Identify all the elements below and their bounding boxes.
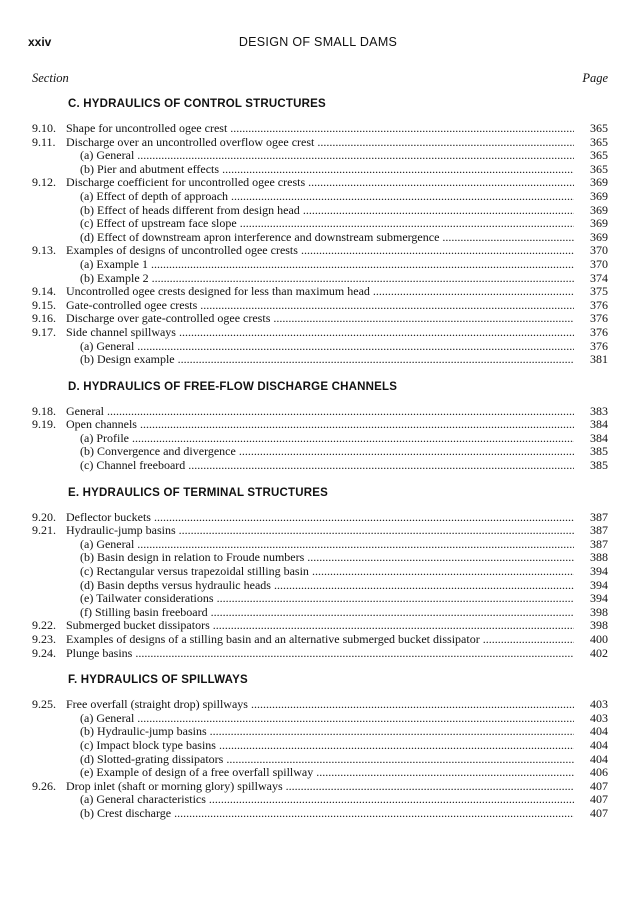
section-heading: F. HYDRAULICS OF SPILLWAYS [68, 674, 248, 687]
entry-page-number: 398 [590, 618, 608, 633]
entry-page-number: 374 [590, 270, 608, 285]
entry-title: (c) Rectangular versus trapezoidal stilling basin ..... [66, 565, 574, 579]
entry-page-number: 370 [590, 256, 608, 271]
entry-number: 9.20. [32, 509, 56, 524]
toc-subentry [32, 739, 608, 753]
entry-title: Plunge basins ..... [66, 647, 574, 661]
entry-title: (b) Crest discharge ..... [66, 807, 574, 821]
entry-page-number: 376 [590, 338, 608, 353]
entry-title: (a) General characteristics ..... [66, 793, 574, 807]
entry-number: 9.24. [32, 645, 56, 660]
entry-title: (b) Hydraulic-jump basins ..... [66, 725, 574, 739]
entry-number: 9.15. [32, 297, 56, 312]
toc-subentry [32, 565, 608, 579]
toc-subentry [32, 807, 608, 821]
entry-title: (a) General ..... [66, 340, 574, 354]
page-column-label: Page [582, 71, 608, 85]
entry-title: Submerged bucket dissipators ..... [66, 619, 574, 633]
toc-entry [32, 285, 608, 299]
entry-page-number: 369 [590, 216, 608, 231]
toc-entry [32, 136, 608, 150]
entry-page-number: 403 [590, 710, 608, 725]
entry-page-number: 370 [590, 243, 608, 258]
toc-entry [32, 122, 608, 136]
entry-title: (b) Pier and abutment effects ..... [66, 163, 574, 177]
toc-entry [32, 176, 608, 190]
entry-number: 9.17. [32, 324, 56, 339]
entry-title: (b) Effect of heads different from design head ..... [66, 204, 574, 218]
entry-title: (b) Basin design in relation to Froude numbers ..... [66, 551, 574, 565]
entry-page-number: 381 [590, 352, 608, 367]
toc-subentry [32, 163, 608, 177]
entry-title: (b) Example 2 ..... [66, 272, 574, 286]
entry-title: (c) Impact block type basins ..... [66, 739, 574, 753]
toc-subentry [32, 793, 608, 807]
toc-entry [32, 698, 608, 712]
entry-title: Gate-controlled ogee crests ..... [66, 299, 574, 313]
entry-page-number: 383 [590, 403, 608, 418]
entry-page-number: 384 [590, 417, 608, 432]
toc-subentry [32, 272, 608, 286]
entry-title: (e) Tailwater considerations ..... [66, 592, 574, 606]
entry-title: Side channel spillways ..... [66, 326, 574, 340]
column-headers [32, 71, 608, 89]
entry-title: Uncontrolled ogee crests designed for less than maximum head ..... [66, 285, 574, 299]
toc-subentry [32, 204, 608, 218]
toc-entry [32, 312, 608, 326]
running-title: DESIGN OF SMALL DAMS [238, 35, 398, 49]
entry-title: Deflector buckets ..... [66, 511, 574, 525]
entry-title: (c) Effect of upstream face slope ..... [66, 217, 574, 231]
section-heading: E. HYDRAULICS OF TERMINAL STRUCTURES [68, 486, 328, 499]
toc-entry [32, 244, 608, 258]
toc-subentry [32, 231, 608, 245]
entry-number: 9.26. [32, 778, 56, 793]
entry-title: (a) General ..... [66, 712, 574, 726]
entry-page-number: 394 [590, 591, 608, 606]
entry-page-number: 365 [590, 121, 608, 135]
entry-number: 9.12. [32, 175, 56, 190]
entry-title: Open channels ..... [66, 418, 574, 432]
entry-title: (d) Slotted-grating dissipators ..... [66, 753, 574, 767]
toc-subentry [32, 190, 608, 204]
entry-title: (c) Channel freeboard ..... [66, 459, 574, 473]
toc-entry [32, 524, 608, 538]
toc-subentry [32, 149, 608, 163]
toc-entry [32, 405, 608, 419]
entry-title: (a) Profile ..... [66, 432, 574, 446]
entry-number: 9.19. [32, 417, 56, 432]
entry-title: (e) Example of design of a free overfall spillway ..... [66, 766, 574, 780]
entry-page-number: 385 [590, 458, 608, 473]
entry-page-number: 384 [590, 430, 608, 445]
entry-title: (b) Design example ..... [66, 353, 574, 367]
entry-title: Discharge over gate-controlled ogee crests ..... [66, 312, 574, 326]
toc-subentry [32, 712, 608, 726]
toc-subentry [32, 766, 608, 780]
entry-page-number: 387 [590, 536, 608, 551]
entry-page-number: 365 [590, 148, 608, 163]
toc-entry [32, 511, 608, 525]
entry-page-number: 365 [590, 161, 608, 176]
entry-title: General ..... [66, 405, 574, 419]
entry-number: 9.13. [32, 243, 56, 258]
toc-section [32, 487, 608, 661]
toc-subentry [32, 445, 608, 459]
entry-title: (f) Stilling basin freeboard ..... [66, 606, 574, 620]
section-column-label: Section [32, 71, 69, 85]
entry-number: 9.23. [32, 632, 56, 646]
entry-page-number: 375 [590, 284, 608, 299]
entry-title: (a) General ..... [66, 149, 574, 163]
section-heading: D. HYDRAULICS OF FREE-FLOW DISCHARGE CHANNELS [68, 380, 398, 393]
toc-entry [32, 418, 608, 432]
entry-title: Hydraulic-jump basins ..... [66, 524, 574, 538]
toc-section [32, 381, 608, 473]
toc-entry [32, 633, 608, 647]
toc-subentry [32, 725, 608, 739]
toc-subentry [32, 258, 608, 272]
entry-page-number: 400 [590, 632, 608, 646]
toc-subentry [32, 551, 608, 565]
entry-page-number: 388 [590, 550, 608, 565]
entry-page-number: 404 [590, 737, 608, 752]
toc-subentry [32, 459, 608, 473]
entry-page-number: 398 [590, 604, 608, 619]
entry-number: 9.25. [32, 697, 56, 712]
entry-title: Shape for uncontrolled ogee crest ..... [66, 122, 574, 136]
entry-page-number: 407 [590, 778, 608, 793]
toc-subentry [32, 606, 608, 620]
entry-title: (a) General ..... [66, 538, 574, 552]
entry-title: (a) Effect of depth of approach ..... [66, 190, 574, 204]
entry-page-number: 369 [590, 188, 608, 203]
entry-page-number: 387 [590, 509, 608, 524]
toc-subentry [32, 538, 608, 552]
entry-page-number: 369 [590, 175, 608, 190]
entry-page-number: 407 [590, 792, 608, 807]
page-header [28, 35, 608, 53]
toc-subentry [32, 353, 608, 367]
toc-section [32, 98, 608, 367]
entry-page-number: 403 [590, 697, 608, 712]
entry-title: (d) Basin depths versus hydraulic heads ..... [66, 579, 574, 593]
toc-entry [32, 299, 608, 313]
entry-page-number: 369 [590, 229, 608, 244]
entry-page-number: 369 [590, 202, 608, 217]
entry-number: 9.10. [32, 121, 56, 135]
entry-title: Discharge over an uncontrolled overflow ogee crest ..... [66, 136, 574, 150]
entry-page-number: 376 [590, 297, 608, 312]
entry-page-number: 402 [590, 645, 608, 660]
entry-title: Drop inlet (shaft or morning glory) spillways ..... [66, 780, 574, 794]
entry-page-number: 376 [590, 324, 608, 339]
entry-page-number: 365 [590, 134, 608, 149]
section-heading: C. HYDRAULICS OF CONTROL STRUCTURES [68, 98, 326, 110]
entry-title: (d) Effect of downstream apron interference and downstream submergence ..... [66, 231, 574, 245]
toc-entry [32, 326, 608, 340]
entry-page-number: 406 [590, 765, 608, 780]
entry-number: 9.21. [32, 523, 56, 538]
entry-page-number: 407 [590, 805, 608, 820]
toc-section [32, 674, 608, 820]
entry-title: (a) Example 1 ..... [66, 258, 574, 272]
entry-page-number: 387 [590, 523, 608, 538]
toc-subentry [32, 217, 608, 231]
toc-subentry [32, 579, 608, 593]
toc-subentry [32, 432, 608, 446]
entry-page-number: 376 [590, 311, 608, 326]
toc-entry [32, 647, 608, 661]
entry-page-number: 394 [590, 577, 608, 592]
entry-number: 9.11. [32, 134, 56, 149]
page-number: xxiv [28, 35, 52, 49]
entry-page-number: 394 [590, 564, 608, 579]
entry-page-number: 404 [590, 751, 608, 766]
table-of-contents [32, 94, 608, 835]
entry-title: (b) Convergence and divergence ..... [66, 445, 574, 459]
entry-page-number: 404 [590, 724, 608, 739]
toc-subentry [32, 340, 608, 354]
entry-title: Discharge coefficient for uncontrolled ogee crests ..... [66, 176, 574, 190]
entry-number: 9.16. [32, 311, 56, 326]
entry-number: 9.22. [32, 618, 56, 633]
toc-entry [32, 619, 608, 633]
entry-title: Examples of designs of a stilling basin and an alternative submerged bucket dissipator ..... [66, 633, 574, 647]
entry-title: Free overfall (straight drop) spillways ..... [66, 698, 574, 712]
toc-subentry [32, 592, 608, 606]
entry-number: 9.18. [32, 403, 56, 418]
entry-number: 9.14. [32, 284, 56, 299]
entry-page-number: 385 [590, 444, 608, 459]
toc-entry [32, 780, 608, 794]
toc-subentry [32, 753, 608, 767]
entry-title: Examples of designs of uncontrolled ogee crests ..... [66, 244, 574, 258]
